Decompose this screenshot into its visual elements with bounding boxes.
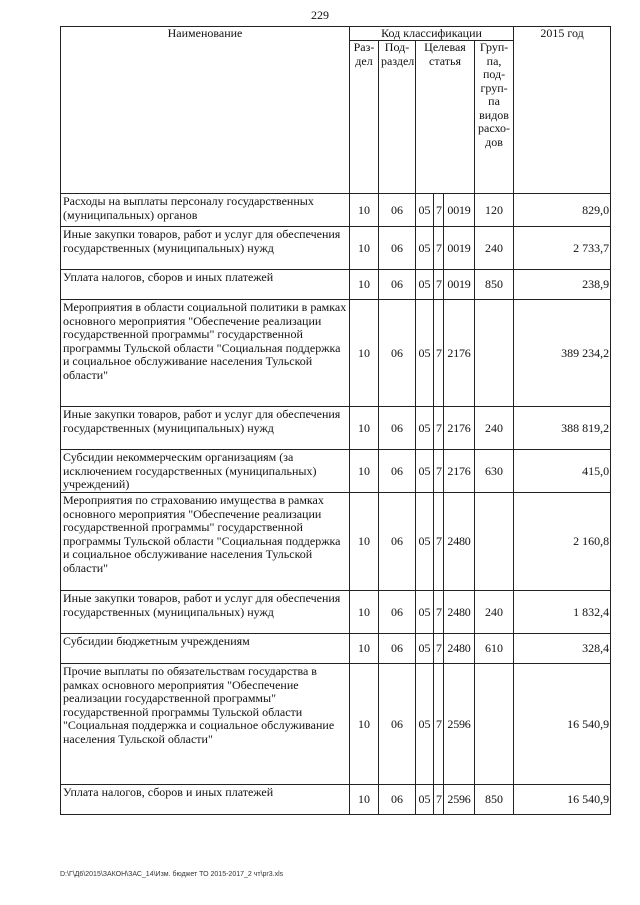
- table-body: [61, 194, 611, 815]
- row-target-article-direction: 0019: [444, 270, 475, 300]
- row-subsection: 06: [379, 300, 416, 407]
- row-section: 10: [350, 270, 379, 300]
- row-target-article-subprogram: 7: [434, 493, 444, 591]
- row-target-article-program: 05: [416, 227, 434, 270]
- row-subsection: 06: [379, 634, 416, 664]
- row-target-article-direction: 2596: [444, 664, 475, 785]
- row-target-article-program: 05: [416, 785, 434, 815]
- row-target-article-program: 05: [416, 450, 434, 493]
- row-expense-group: 610: [475, 634, 514, 664]
- row-section: 10: [350, 785, 379, 815]
- table-row: [61, 300, 611, 407]
- header-subsection: Под- раздел: [379, 41, 416, 194]
- row-section: 10: [350, 194, 379, 227]
- row-section: 10: [350, 450, 379, 493]
- row-name: Иные закупки товаров, работ и услуг для обеспечения государственных (муниципальных) нужд: [61, 407, 350, 450]
- row-section: 10: [350, 300, 379, 407]
- table-row: [61, 591, 611, 634]
- row-name: Расходы на выплаты персоналу государственных (муниципальных) органов: [61, 194, 350, 227]
- header-target-article: Целевая статья: [416, 41, 475, 194]
- row-subsection: 06: [379, 270, 416, 300]
- row-target-article-program: 05: [416, 591, 434, 634]
- row-expense-group: 240: [475, 407, 514, 450]
- table-row: [61, 270, 611, 300]
- row-name: Субсидии некоммерческим организациям (за исключением государственных (муниципальных) учреждений): [61, 450, 350, 493]
- page-number: 229: [311, 8, 329, 22]
- table-row: [61, 634, 611, 664]
- row-target-article-program: 05: [416, 493, 434, 591]
- table-row: [61, 785, 611, 815]
- row-amount: 829,0: [514, 194, 611, 227]
- row-amount: 2 733,7: [514, 227, 611, 270]
- table-row: [61, 407, 611, 450]
- table-row: [61, 450, 611, 493]
- row-target-article-program: 05: [416, 194, 434, 227]
- row-subsection: 06: [379, 194, 416, 227]
- row-section: 10: [350, 591, 379, 634]
- row-name: Иные закупки товаров, работ и услуг для обеспечения государственных (муниципальных) нужд: [61, 227, 350, 270]
- row-target-article-direction: 0019: [444, 227, 475, 270]
- row-amount: 415,0: [514, 450, 611, 493]
- row-expense-group: [475, 300, 514, 407]
- header-section: Раз- дел: [350, 41, 379, 194]
- row-target-article-direction: 2480: [444, 493, 475, 591]
- header-year: 2015 год: [514, 27, 611, 194]
- row-target-article-subprogram: 7: [434, 407, 444, 450]
- row-expense-group: [475, 664, 514, 785]
- row-expense-group: [475, 493, 514, 591]
- row-target-article-direction: 2596: [444, 785, 475, 815]
- row-expense-group: 850: [475, 270, 514, 300]
- row-target-article-subprogram: 7: [434, 634, 444, 664]
- row-target-article-direction: 2480: [444, 591, 475, 634]
- table-row: [61, 664, 611, 785]
- row-target-article-subprogram: 7: [434, 664, 444, 785]
- row-target-article-subprogram: 7: [434, 785, 444, 815]
- table-row: [61, 194, 611, 227]
- row-name: Уплата налогов, сборов и иных платежей: [61, 270, 350, 300]
- row-target-article-direction: 2176: [444, 407, 475, 450]
- row-section: 10: [350, 493, 379, 591]
- row-section: 10: [350, 634, 379, 664]
- row-target-article-subprogram: 7: [434, 270, 444, 300]
- row-target-article-subprogram: 7: [434, 227, 444, 270]
- row-section: 10: [350, 227, 379, 270]
- row-name: Мероприятия по страхованию имущества в рамках основного мероприятия "Обеспечение реализации государственной программы" государственной программы Тульской области "Социальная поддержка и социальное обслуживание населения Тульской области": [61, 493, 350, 591]
- row-amount: 389 234,2: [514, 300, 611, 407]
- row-target-article-direction: 0019: [444, 194, 475, 227]
- row-target-article-subprogram: 7: [434, 194, 444, 227]
- row-section: 10: [350, 664, 379, 785]
- row-subsection: 06: [379, 227, 416, 270]
- header-expense-group: Груп- па, под- груп- па видов расхо- дов: [475, 41, 514, 194]
- row-target-article-direction: 2176: [444, 300, 475, 407]
- row-target-article-subprogram: 7: [434, 300, 444, 407]
- row-name: Субсидии бюджетным учреждениям: [61, 634, 350, 664]
- row-target-article-direction: 2480: [444, 634, 475, 664]
- row-amount: 2 160,8: [514, 493, 611, 591]
- row-subsection: 06: [379, 407, 416, 450]
- row-target-article-subprogram: 7: [434, 591, 444, 634]
- header-name: Наименование: [61, 27, 350, 194]
- row-target-article-program: 05: [416, 664, 434, 785]
- row-target-article-program: 05: [416, 300, 434, 407]
- row-amount: 238,9: [514, 270, 611, 300]
- row-amount: 16 540,9: [514, 785, 611, 815]
- row-target-article-subprogram: 7: [434, 450, 444, 493]
- budget-table: [60, 26, 611, 815]
- row-section: 10: [350, 407, 379, 450]
- file-path-footer: D:\Г\Д6\2015\ЗАКОН\ЗАС_14\Изм. бюджет ТО 2015-2017_2 чт\pr3.xls: [60, 871, 284, 878]
- row-expense-group: 630: [475, 450, 514, 493]
- row-subsection: 06: [379, 450, 416, 493]
- row-expense-group: 240: [475, 591, 514, 634]
- header-classification-code: Код классификации: [350, 27, 514, 41]
- row-target-article-program: 05: [416, 270, 434, 300]
- row-amount: 16 540,9: [514, 664, 611, 785]
- row-name: Иные закупки товаров, работ и услуг для обеспечения государственных (муниципальных) нужд: [61, 591, 350, 634]
- row-amount: 328,4: [514, 634, 611, 664]
- row-subsection: 06: [379, 493, 416, 591]
- table-row: [61, 493, 611, 591]
- row-name: Уплата налогов, сборов и иных платежей: [61, 785, 350, 815]
- row-target-article-program: 05: [416, 634, 434, 664]
- row-subsection: 06: [379, 785, 416, 815]
- row-name: Прочие выплаты по обязательствам государства в рамках основного мероприятия "Обеспечение реализации государственной программы" государственной программы Тульской области "Социальная поддержка и социальное обслуживание населения Тульской области": [61, 664, 350, 785]
- row-target-article-program: 05: [416, 407, 434, 450]
- table-row: [61, 227, 611, 270]
- row-subsection: 06: [379, 591, 416, 634]
- row-target-article-direction: 2176: [444, 450, 475, 493]
- table-header: [61, 27, 611, 194]
- row-expense-group: 120: [475, 194, 514, 227]
- row-subsection: 06: [379, 664, 416, 785]
- row-expense-group: 240: [475, 227, 514, 270]
- row-amount: 1 832,4: [514, 591, 611, 634]
- row-name: Мероприятия в области социальной политики в рамках основного мероприятия "Обеспечение реализации государственной программы" государственной программы Тульской области "Социальная поддержка и социальное обслуживание населения Тульской области": [61, 300, 350, 407]
- row-amount: 388 819,2: [514, 407, 611, 450]
- row-expense-group: 850: [475, 785, 514, 815]
